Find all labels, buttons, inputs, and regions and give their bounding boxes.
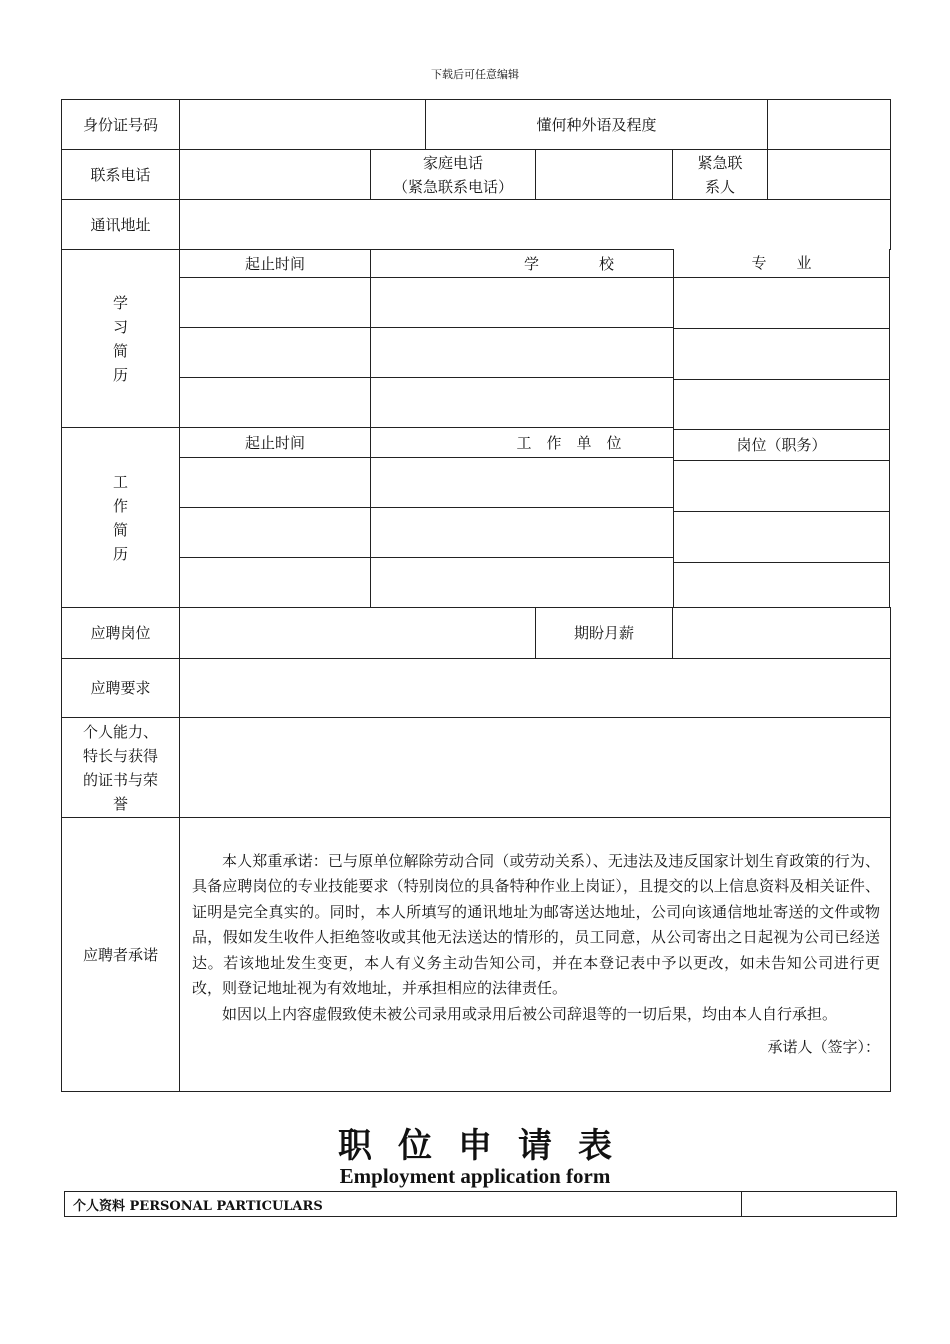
work-side-label (62, 428, 180, 608)
home-phone-line2: （紧急联系电话） (392, 177, 513, 196)
apply-position-label: 应聘岗位 (62, 608, 180, 659)
id-number-label: 身份证号码 (62, 100, 180, 150)
work-char-3: 简 (112, 520, 128, 539)
row-address (62, 200, 891, 250)
education-major-header: 专 业 (674, 249, 889, 278)
address-field[interactable] (180, 200, 891, 250)
address-label: 通讯地址 (62, 200, 180, 250)
personal-particulars-table (64, 1191, 897, 1217)
education-side-label (62, 250, 180, 428)
education-char-2: 习 (112, 317, 128, 336)
work-period-cell[interactable] (180, 558, 371, 608)
work-period-cell[interactable] (180, 458, 371, 508)
id-number-field[interactable] (180, 100, 426, 150)
personal-photo-cell[interactable] (742, 1192, 897, 1217)
emergency-contact-label (673, 150, 768, 200)
work-period-cell[interactable] (180, 508, 371, 558)
work-char-4: 历 (112, 544, 128, 563)
header-note: 下载后可任意编辑 (431, 68, 519, 81)
education-period-cell[interactable] (180, 278, 371, 328)
work-char-2: 作 (112, 496, 128, 515)
row-requirements (62, 659, 891, 718)
pledge-paragraph-1: 本人郑重承诺：已与原单位解除劳动合同（或劳动关系）、无违法及违反国家计划生育政策的行为、具备应聘岗位的专业技能要求（特别岗位的具备特种作业上岗证），且提交的以上信息资料及相关证件、证明是完全真实的。同时，本人所填写的通讯地址为邮寄送达地址，公司向该通信地址寄送的文件或物品，假如发生收件人拒绝签收或其他无法送达的情形的，员工同意，从公司寄出之日起视为公司已经送达。若该地址发生变更，本人有义务主动告知公司，并在本登记表中予以更改，如未告知公司进行更改，则登记地址视为有效地址，并承担相应的法律责任。 (192, 851, 881, 997)
skills-line-3: 的证书与荣 (82, 770, 158, 789)
row-phone (62, 150, 891, 200)
language-field[interactable] (768, 100, 891, 150)
personal-particulars-row (65, 1192, 897, 1217)
pledge-label: 应聘者承诺 (62, 818, 180, 1092)
work-period-header: 起止时间 (180, 428, 371, 458)
pledge-paragraph-2: 如因以上内容虚假致使未被公司录用或录用后被公司辞退等的一切后果，均由本人自行承担。 (222, 1004, 838, 1023)
skills-line-2: 特长与获得 (82, 746, 158, 765)
phone-label: 联系电话 (62, 150, 180, 200)
salary-field[interactable] (673, 608, 891, 659)
requirements-label: 应聘要求 (62, 659, 180, 718)
home-phone-line1: 家庭电话 (422, 153, 483, 172)
form-title-cn: 职位申请表 (338, 1126, 638, 1166)
skills-line-1: 个人能力、 (82, 722, 158, 741)
education-period-cell[interactable] (180, 328, 371, 378)
requirements-field[interactable] (180, 659, 891, 718)
education-major-cell[interactable] (674, 278, 889, 329)
pledge-text (180, 818, 891, 1092)
work-position-cell[interactable] (674, 563, 889, 611)
education-char-4: 历 (112, 365, 128, 384)
work-position-cell[interactable] (674, 461, 889, 512)
pledge-signature: 承诺人（签字）： (767, 1038, 881, 1056)
phone-field[interactable] (180, 150, 371, 200)
row-skills (62, 718, 891, 818)
personal-particulars-header: 个人资料 PERSONAL PARTICULARS (65, 1192, 742, 1217)
education-period-cell[interactable] (180, 378, 371, 428)
work-position-cell[interactable] (674, 512, 889, 563)
form-title-en: Employment application form (339, 1164, 611, 1188)
work-char-1: 工 (112, 472, 128, 491)
row-pledge (62, 818, 891, 1092)
work-company-header: 工 作 单 位 (371, 428, 768, 458)
home-phone-label (371, 150, 536, 200)
row-apply (62, 608, 891, 659)
emergency-line2: 系人 (705, 177, 736, 196)
language-label: 懂何种外语及程度 (426, 100, 768, 150)
education-school-header: 学 校 (371, 250, 768, 278)
education-major-cell[interactable] (674, 380, 889, 430)
row-id-number (62, 100, 891, 150)
education-char-1: 学 (112, 293, 128, 312)
salary-label: 期盼月薪 (536, 608, 673, 659)
right-column-overlay (673, 249, 890, 607)
education-major-cell[interactable] (674, 329, 889, 380)
emergency-line1: 紧急联 (697, 153, 743, 172)
education-char-3: 简 (112, 341, 128, 360)
skills-field[interactable] (180, 718, 891, 818)
education-period-header: 起止时间 (180, 250, 371, 278)
skills-label (62, 718, 180, 818)
apply-position-field[interactable] (180, 608, 536, 659)
home-phone-field[interactable] (536, 150, 673, 200)
skills-line-4: 誉 (112, 794, 128, 813)
emergency-contact-field[interactable] (768, 150, 891, 200)
work-position-header: 岗位（职务） (674, 430, 889, 461)
